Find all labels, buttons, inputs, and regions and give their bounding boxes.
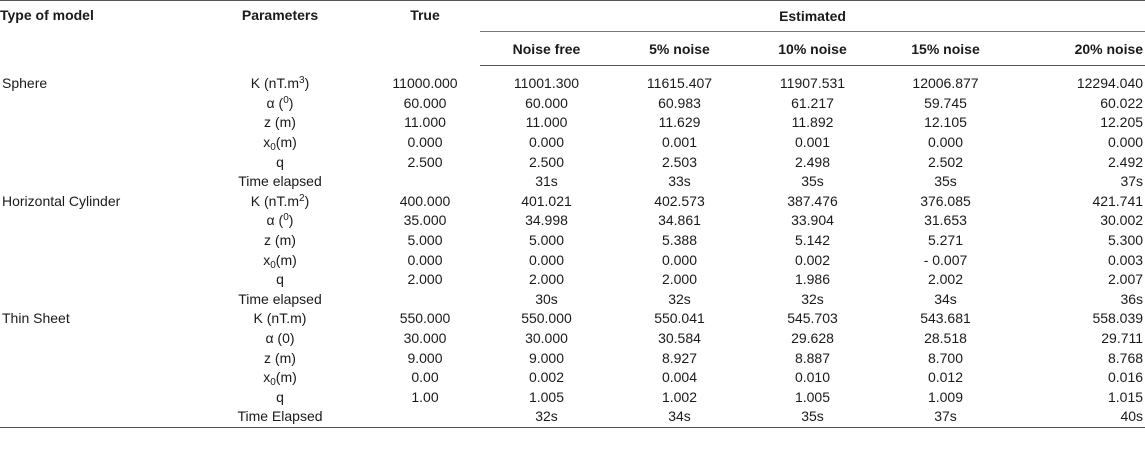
estimated-value-cell: 61.217 — [791, 94, 834, 111]
model-cell — [0, 94, 190, 114]
estimated-value-cell: 8.700 — [927, 349, 964, 366]
parameter-cell — [190, 348, 370, 368]
noise-5-header: 5% noise — [613, 32, 746, 66]
estimated-value-cell: 2.007 — [1108, 271, 1144, 288]
model-cell — [0, 152, 190, 172]
estimated-value-cell: 60.983 — [658, 94, 701, 111]
table-row — [0, 66, 1145, 94]
estimated-value-cell: 558.039 — [1092, 310, 1144, 327]
true-value-cell: 11.000 — [404, 114, 446, 131]
parameter-script: 3 — [299, 75, 305, 87]
estimated-value-cell: 8.927 — [661, 349, 698, 366]
estimated-value-cell: 36s — [1120, 290, 1144, 307]
estimated-value-cell: 11615.407 — [646, 75, 713, 92]
parameter-name: x — [263, 251, 271, 268]
parameter-name: α ( — [266, 212, 284, 229]
table-row — [0, 231, 1145, 251]
table-row — [0, 368, 1145, 388]
parameter-cell — [190, 231, 370, 251]
parameter-name: q — [276, 153, 284, 170]
parameter-name: K (nT.m — [250, 192, 299, 209]
true-value-cell: 550.000 — [399, 310, 451, 327]
estimated-value-cell: 11.629 — [658, 114, 701, 131]
model-cell — [0, 133, 190, 153]
true-header: True — [370, 1, 480, 66]
parameter-cell — [190, 290, 370, 310]
true-value-cell — [370, 172, 480, 192]
model-cell — [0, 348, 190, 368]
estimated-value-cell: 8.768 — [1108, 349, 1144, 366]
parameter-cell — [190, 250, 370, 270]
table-row — [0, 94, 1145, 114]
table-row — [0, 388, 1145, 408]
table-body — [0, 66, 1145, 428]
true-value-cell: 5.000 — [407, 232, 443, 249]
parameter-name: α (0) — [265, 330, 295, 347]
true-value-cell: 60.000 — [403, 94, 447, 111]
parameter-cell — [190, 192, 370, 212]
table-row — [0, 290, 1145, 310]
model-cell — [0, 407, 190, 427]
estimated-value-cell: 2.002 — [927, 271, 964, 288]
table-row — [0, 113, 1145, 133]
parameter-script: 0 — [283, 212, 289, 224]
model-cell — [0, 329, 190, 349]
table-row — [0, 133, 1145, 153]
parameter-unit-tail: ) — [288, 94, 294, 111]
estimated-value-cell: 0.004 — [661, 369, 698, 386]
table-row — [0, 152, 1145, 172]
model-cell — [0, 388, 190, 408]
estimated-value-cell: 2.000 — [528, 271, 565, 288]
true-value-cell: 30.000 — [403, 330, 447, 347]
estimated-value-cell: 1.005 — [794, 388, 831, 405]
estimated-value-cell: 550.041 — [654, 310, 705, 327]
estimated-value-cell: 12006.877 — [912, 75, 979, 92]
table-row — [0, 407, 1145, 427]
estimated-value-cell: 5.388 — [661, 232, 698, 249]
estimated-value-cell: 543.681 — [920, 310, 971, 327]
estimated-value-cell: 1.986 — [794, 271, 831, 288]
estimated-value-cell: 0.010 — [794, 369, 831, 386]
parameter-cell — [190, 211, 370, 231]
true-value-cell: 0.000 — [407, 134, 443, 151]
parameter-name: q — [276, 388, 284, 405]
parameter-name: x — [263, 134, 271, 151]
type-of-model-header: Type of model — [0, 1, 190, 66]
estimated-value-cell: 2.000 — [661, 271, 698, 288]
table-header — [0, 1, 1145, 66]
estimated-value-cell: 1.015 — [1108, 388, 1144, 405]
estimated-value-cell: 0.002 — [528, 369, 565, 386]
estimated-value-cell: 12294.040 — [1076, 75, 1144, 92]
parameter-unit-tail: ) — [288, 212, 294, 229]
estimated-value-cell: 35s — [801, 173, 824, 190]
parameter-script: 2 — [299, 192, 305, 204]
estimated-value-cell: 11907.531 — [779, 75, 846, 92]
parameter-name: z (m) — [264, 232, 296, 249]
estimated-value-cell: 0.000 — [661, 251, 698, 268]
estimated-value-cell: 31.653 — [924, 212, 967, 229]
estimated-value-cell: 1.005 — [528, 388, 565, 405]
model-cell — [0, 290, 190, 310]
estimated-value-cell: 59.745 — [924, 94, 967, 111]
noise-free-header: Noise free — [480, 32, 613, 66]
estimated-value-cell: 60.022 — [1100, 94, 1144, 111]
model-cell — [0, 270, 190, 290]
noise-10-header: 10% noise — [746, 32, 879, 66]
parameter-cell — [190, 113, 370, 133]
estimated-header: Estimated — [480, 1, 1145, 32]
parameter-name: x — [263, 369, 271, 386]
estimated-value-cell: 5.300 — [1108, 232, 1144, 249]
estimated-value-cell: 0.000 — [528, 251, 565, 268]
estimated-value-cell: 32s — [801, 290, 824, 307]
estimated-value-cell: 60.000 — [525, 94, 568, 111]
parameter-cell — [190, 172, 370, 192]
estimated-value-cell: 37s — [879, 407, 1012, 427]
estimated-value-cell: 387.476 — [787, 192, 838, 209]
estimated-value-cell: 0.000 — [1108, 134, 1144, 151]
model-cell — [0, 172, 190, 192]
estimated-value-cell: 30.000 — [525, 330, 568, 347]
estimated-value-cell: 30s — [535, 290, 558, 307]
parameter-script: 0 — [270, 377, 276, 389]
parameter-name: q — [276, 271, 284, 288]
model-cell — [0, 211, 190, 231]
parameter-unit-tail: (m) — [275, 369, 297, 386]
true-value-cell: 35.000 — [403, 212, 447, 229]
true-value-cell: 0.00 — [411, 369, 439, 386]
true-value-cell: 1.00 — [411, 388, 439, 405]
estimated-value-cell: 35s — [746, 407, 879, 427]
estimated-value-cell: 30.584 — [658, 330, 701, 347]
estimated-value-cell: 5.142 — [794, 232, 831, 249]
true-value-cell: 9.000 — [407, 349, 443, 366]
parameter-script: 0 — [270, 142, 276, 154]
parameter-unit-tail: ) — [304, 75, 310, 92]
model-cell: Sphere — [2, 75, 48, 92]
estimated-value-cell: 0.016 — [1108, 369, 1144, 386]
estimated-value-cell: 12.105 — [924, 114, 967, 131]
parameter-unit-tail: ) — [304, 192, 310, 209]
parameter-name: K (nT.m) — [253, 310, 307, 327]
estimated-value-cell: 2.503 — [661, 153, 698, 170]
estimated-value-cell: 8.887 — [794, 349, 831, 366]
parameter-name: z (m) — [264, 114, 296, 131]
parameter-cell — [190, 94, 370, 114]
true-value-cell — [370, 290, 480, 310]
parameter-cell — [190, 368, 370, 388]
model-cell — [0, 368, 190, 388]
parameter-cell — [190, 329, 370, 349]
estimated-value-cell: 0.001 — [661, 134, 698, 151]
estimated-value-cell: 9.000 — [528, 349, 565, 366]
estimated-value-cell: 34.998 — [525, 212, 568, 229]
noise-20-header: 20% noise — [1012, 32, 1145, 66]
table-row — [0, 348, 1145, 368]
table-row — [0, 329, 1145, 349]
estimated-value-cell: 545.703 — [787, 310, 838, 327]
parameter-script: 0 — [283, 94, 289, 106]
estimated-value-cell: 28.518 — [924, 330, 967, 347]
estimated-value-cell: 33.904 — [791, 212, 834, 229]
parameter-name: Time Elapsed — [237, 408, 323, 425]
estimated-value-cell: 0.001 — [794, 134, 831, 151]
true-value-cell: 2.500 — [407, 153, 443, 170]
estimated-value-cell: 401.021 — [521, 192, 572, 209]
estimated-value-cell: 376.085 — [920, 192, 971, 209]
estimated-value-cell: 1.002 — [661, 388, 698, 405]
parameter-cell — [190, 66, 370, 94]
parameter-cell — [190, 270, 370, 290]
parameter-unit-tail: (m) — [275, 251, 297, 268]
estimated-value-cell: 0.000 — [927, 134, 964, 151]
estimated-value-cell: 0.012 — [927, 369, 964, 386]
estimated-value-cell: 37s — [1120, 173, 1144, 190]
estimated-value-cell: 2.502 — [927, 153, 964, 170]
parameter-cell — [190, 388, 370, 408]
table-row — [0, 309, 1145, 329]
estimated-value-cell: 40s — [1012, 407, 1145, 427]
parameter-name: K (nT.m — [250, 75, 299, 92]
model-cell: Horizontal Cylinder — [2, 192, 121, 209]
model-cell — [0, 231, 190, 251]
estimated-value-cell: 32s — [668, 290, 691, 307]
estimated-value-cell: 0.002 — [794, 251, 831, 268]
parameter-cell — [190, 152, 370, 172]
parameters-header: Parameters — [190, 1, 370, 66]
parameter-cell — [190, 407, 370, 427]
true-value-cell: 400.000 — [399, 192, 451, 209]
table-row — [0, 211, 1145, 231]
noise-15-header: 15% noise — [879, 32, 1012, 66]
table-row — [0, 172, 1145, 192]
true-value-cell — [370, 407, 480, 427]
parameter-name: z (m) — [264, 349, 296, 366]
estimated-value-cell: 35s — [934, 173, 957, 190]
parameter-script: 0 — [270, 259, 276, 271]
estimated-value-cell: 34s — [613, 407, 746, 427]
estimated-value-cell: 2.500 — [528, 153, 565, 170]
model-cell — [0, 250, 190, 270]
estimated-value-cell: 31s — [535, 173, 558, 190]
parameter-cell — [190, 309, 370, 329]
table-row — [0, 192, 1145, 212]
true-value-cell: 11000.000 — [392, 75, 458, 92]
table-row — [0, 270, 1145, 290]
parameter-name: Time elapsed — [238, 290, 322, 307]
table-row — [0, 250, 1145, 270]
estimated-value-cell: 0.003 — [1108, 251, 1144, 268]
estimated-value-cell: 34.861 — [658, 212, 701, 229]
estimated-value-cell: 2.492 — [1108, 153, 1144, 170]
estimated-value-cell: 550.000 — [521, 310, 572, 327]
estimated-value-cell: 0.000 — [528, 134, 565, 151]
estimated-value-cell: 11.892 — [791, 114, 834, 131]
estimated-value-cell: 5.271 — [927, 232, 964, 249]
parameter-cell — [190, 133, 370, 153]
estimated-value-cell: 1.009 — [927, 388, 964, 405]
model-cell — [0, 113, 190, 133]
estimated-value-cell: 5.000 — [528, 232, 565, 249]
estimated-value-cell: 33s — [668, 173, 691, 190]
parameter-name: Time elapsed — [238, 173, 322, 190]
parameter-unit-tail: (m) — [275, 134, 297, 151]
estimated-value-cell: 34s — [934, 290, 957, 307]
parameter-name: α ( — [266, 94, 284, 111]
estimated-value-cell: 421.741 — [1092, 192, 1144, 209]
estimated-value-cell: 32s — [480, 407, 613, 427]
estimated-value-cell: 30.002 — [1100, 212, 1144, 229]
estimated-value-cell: 11.000 — [525, 114, 568, 131]
true-value-cell: 0.000 — [407, 251, 443, 268]
estimated-value-cell: 11001.300 — [513, 75, 580, 92]
estimated-value-cell: 29.711 — [1101, 330, 1144, 347]
model-cell: Thin Sheet — [2, 310, 70, 327]
estimated-value-cell: 402.573 — [654, 192, 705, 209]
estimated-value-cell: 29.628 — [791, 330, 834, 347]
true-value-cell: 2.000 — [407, 271, 443, 288]
estimated-value-cell: 12.205 — [1100, 114, 1144, 131]
estimated-value-cell: - 0.007 — [923, 251, 968, 268]
estimated-value-cell: 2.498 — [794, 153, 831, 170]
